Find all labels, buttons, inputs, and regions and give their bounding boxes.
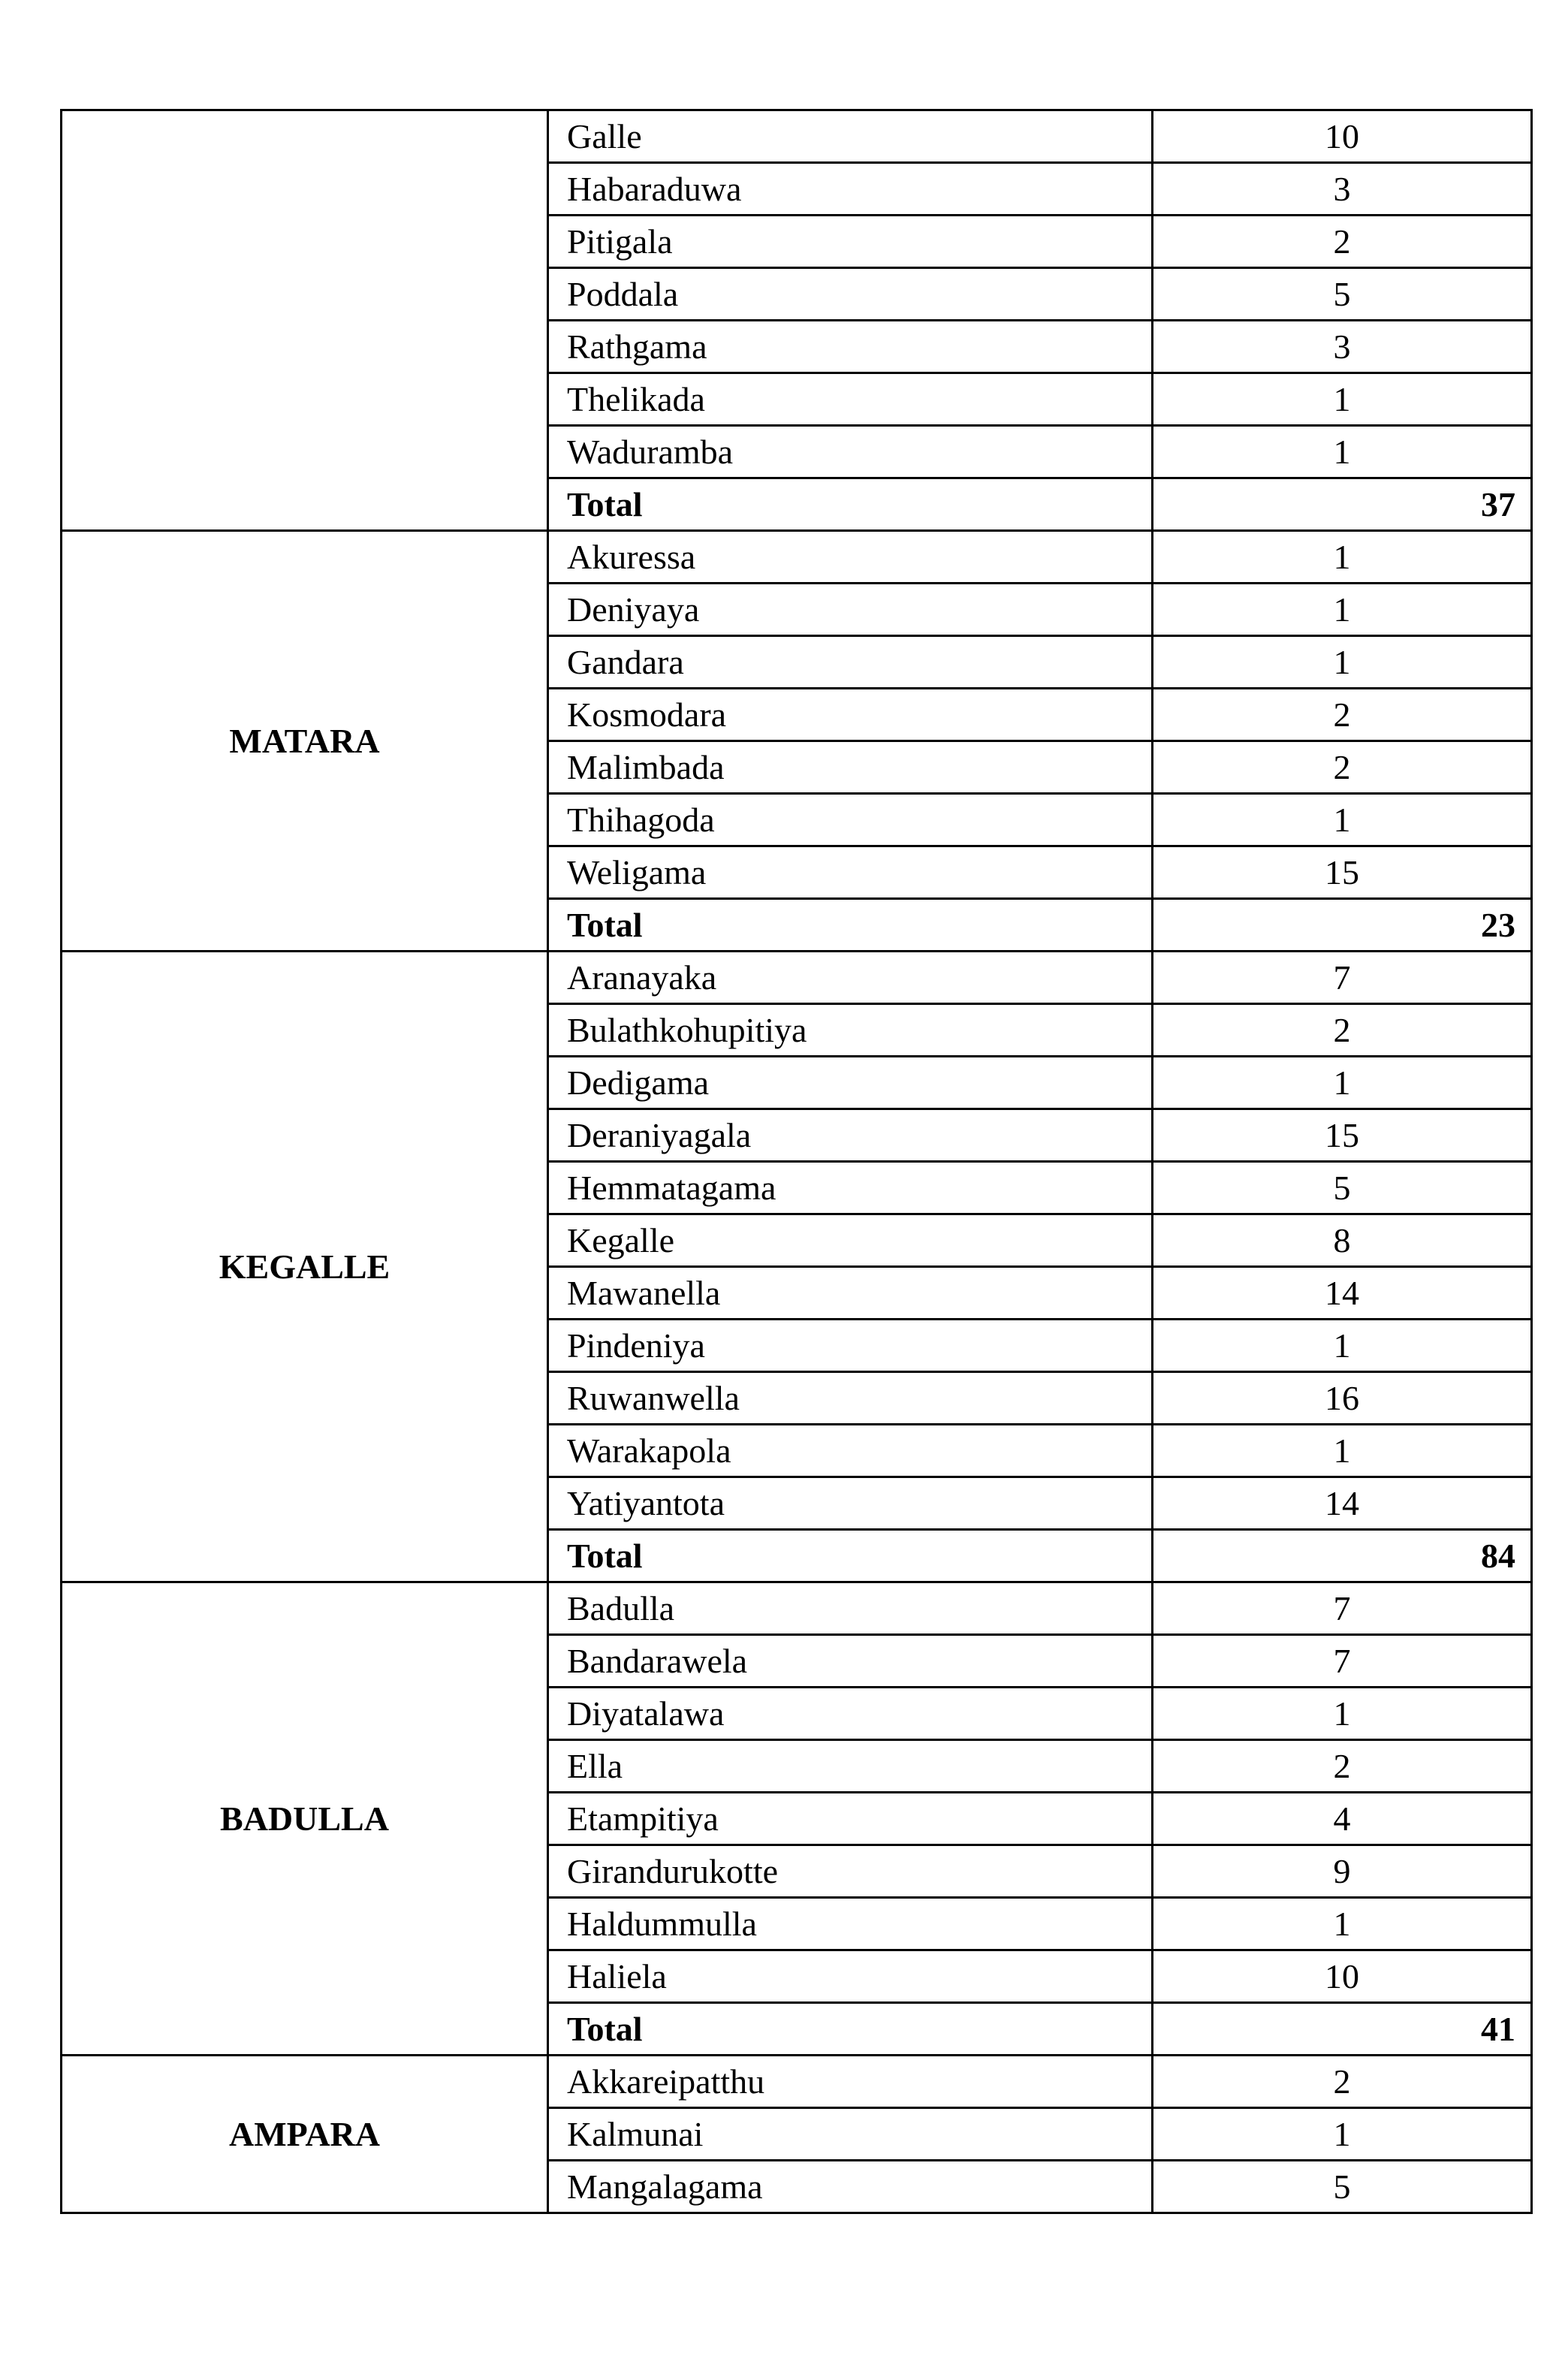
table-row bbox=[62, 110, 1532, 163]
area-cell: Hemmatagama bbox=[548, 1162, 1153, 1214]
area-cell: Waduramba bbox=[548, 426, 1153, 478]
table-row bbox=[62, 1582, 1532, 1635]
area-cell: Bulathkohupitiya bbox=[548, 1004, 1153, 1057]
count-cell: 1 bbox=[1153, 584, 1532, 636]
count-cell: 2 bbox=[1153, 689, 1532, 741]
area-cell: Akuressa bbox=[548, 531, 1153, 584]
area-cell: Diyatalawa bbox=[548, 1688, 1153, 1740]
area-cell: Dedigama bbox=[548, 1057, 1153, 1109]
table-body bbox=[62, 110, 1532, 2213]
count-cell: 1 bbox=[1153, 426, 1532, 478]
area-cell: Malimbada bbox=[548, 741, 1153, 794]
count-cell: 8 bbox=[1153, 1214, 1532, 1267]
area-cell: Poddala bbox=[548, 268, 1153, 321]
count-cell: 5 bbox=[1153, 268, 1532, 321]
district-cell: KEGALLE bbox=[62, 952, 548, 1582]
count-cell: 7 bbox=[1153, 952, 1532, 1004]
area-cell: Kegalle bbox=[548, 1214, 1153, 1267]
count-cell: 4 bbox=[1153, 1793, 1532, 1845]
total-label: Total bbox=[548, 1530, 1153, 1582]
district-cell: AMPARA bbox=[62, 2056, 548, 2213]
area-cell: Warakapola bbox=[548, 1425, 1153, 1477]
total-label: Total bbox=[548, 478, 1153, 531]
count-cell: 5 bbox=[1153, 1162, 1532, 1214]
area-cell: Haldummulla bbox=[548, 1898, 1153, 1950]
area-cell: Habaraduwa bbox=[548, 163, 1153, 216]
count-cell: 1 bbox=[1153, 531, 1532, 584]
area-cell: Deraniyagala bbox=[548, 1109, 1153, 1162]
count-cell: 1 bbox=[1153, 1425, 1532, 1477]
count-cell: 1 bbox=[1153, 1320, 1532, 1372]
count-cell: 16 bbox=[1153, 1372, 1532, 1425]
count-cell: 10 bbox=[1153, 1950, 1532, 2003]
count-cell: 15 bbox=[1153, 846, 1532, 899]
district-cell bbox=[62, 110, 548, 531]
count-cell: 15 bbox=[1153, 1109, 1532, 1162]
total-value: 37 bbox=[1153, 478, 1532, 531]
count-cell: 2 bbox=[1153, 1004, 1532, 1057]
count-cell: 14 bbox=[1153, 1267, 1532, 1320]
count-cell: 1 bbox=[1153, 1688, 1532, 1740]
count-cell: 1 bbox=[1153, 794, 1532, 846]
count-cell: 7 bbox=[1153, 1635, 1532, 1688]
count-cell: 7 bbox=[1153, 1582, 1532, 1635]
area-cell: Rathgama bbox=[548, 321, 1153, 373]
area-cell: Gandara bbox=[548, 636, 1153, 689]
area-cell: Kalmunai bbox=[548, 2108, 1153, 2161]
area-cell: Yatiyantota bbox=[548, 1477, 1153, 1530]
count-cell: 5 bbox=[1153, 2161, 1532, 2213]
area-cell: Aranayaka bbox=[548, 952, 1153, 1004]
area-cell: Pindeniya bbox=[548, 1320, 1153, 1372]
count-cell: 1 bbox=[1153, 1898, 1532, 1950]
count-cell: 1 bbox=[1153, 2108, 1532, 2161]
count-cell: 3 bbox=[1153, 163, 1532, 216]
count-cell: 2 bbox=[1153, 216, 1532, 268]
district-cell: MATARA bbox=[62, 531, 548, 952]
area-cell: Mawanella bbox=[548, 1267, 1153, 1320]
count-cell: 2 bbox=[1153, 2056, 1532, 2108]
area-cell: Galle bbox=[548, 110, 1153, 163]
count-cell: 2 bbox=[1153, 741, 1532, 794]
area-cell: Pitigala bbox=[548, 216, 1153, 268]
total-value: 84 bbox=[1153, 1530, 1532, 1582]
table-row bbox=[62, 952, 1532, 1004]
area-cell: Bandarawela bbox=[548, 1635, 1153, 1688]
area-cell: Ruwanwella bbox=[548, 1372, 1153, 1425]
total-value: 23 bbox=[1153, 899, 1532, 952]
area-cell: Kosmodara bbox=[548, 689, 1153, 741]
area-cell: Akkareipatthu bbox=[548, 2056, 1153, 2108]
area-cell: Deniyaya bbox=[548, 584, 1153, 636]
total-label: Total bbox=[548, 899, 1153, 952]
total-value: 41 bbox=[1153, 2003, 1532, 2056]
area-cell: Haliela bbox=[548, 1950, 1153, 2003]
count-cell: 10 bbox=[1153, 110, 1532, 163]
count-cell: 1 bbox=[1153, 373, 1532, 426]
count-cell: 2 bbox=[1153, 1740, 1532, 1793]
table-row bbox=[62, 2056, 1532, 2108]
district-cell: BADULLA bbox=[62, 1582, 548, 2056]
count-cell: 9 bbox=[1153, 1845, 1532, 1898]
area-cell: Girandurukotte bbox=[548, 1845, 1153, 1898]
total-label: Total bbox=[548, 2003, 1153, 2056]
count-cell: 3 bbox=[1153, 321, 1532, 373]
area-cell: Thelikada bbox=[548, 373, 1153, 426]
area-cell: Ella bbox=[548, 1740, 1153, 1793]
area-cell: Badulla bbox=[548, 1582, 1153, 1635]
area-cell: Etampitiya bbox=[548, 1793, 1153, 1845]
area-cell: Thihagoda bbox=[548, 794, 1153, 846]
count-cell: 1 bbox=[1153, 1057, 1532, 1109]
count-cell: 14 bbox=[1153, 1477, 1532, 1530]
table-row bbox=[62, 531, 1532, 584]
area-cell: Weligama bbox=[548, 846, 1153, 899]
district-area-count-table bbox=[60, 109, 1533, 2214]
area-cell: Mangalagama bbox=[548, 2161, 1153, 2213]
count-cell: 1 bbox=[1153, 636, 1532, 689]
